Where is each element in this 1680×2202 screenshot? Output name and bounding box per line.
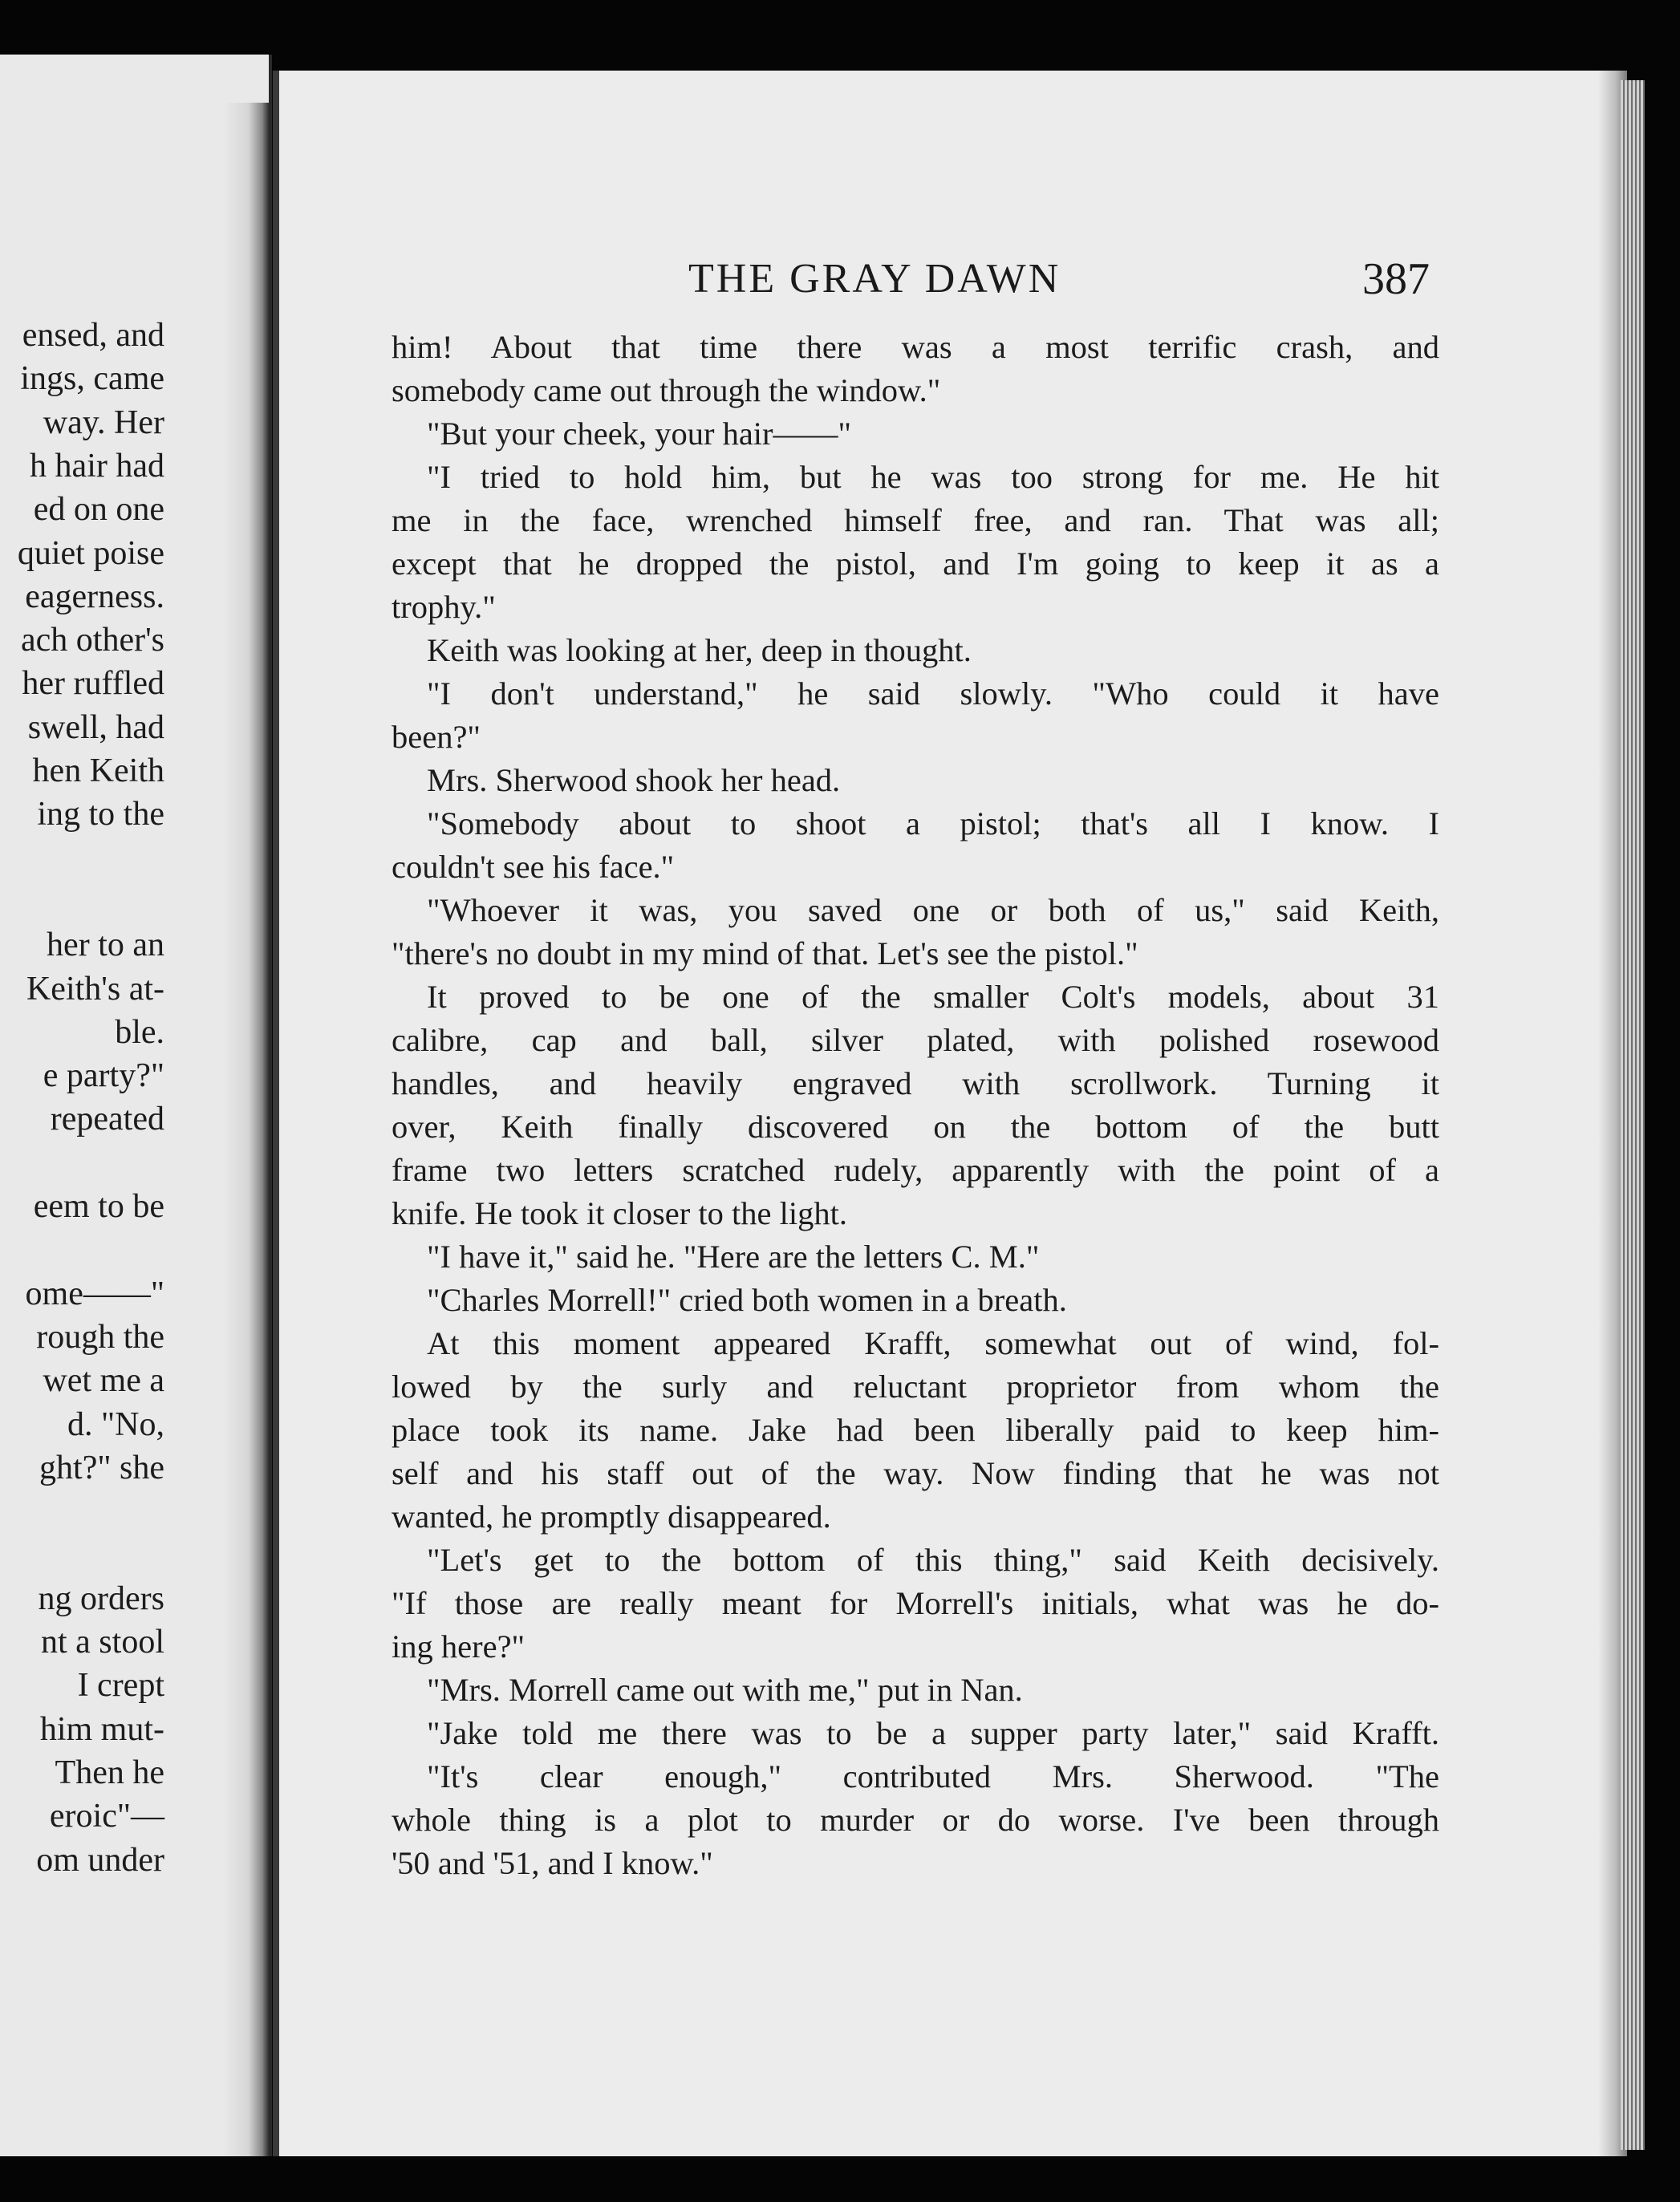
text-line: knife. He took it closer to the light. — [392, 1195, 848, 1231]
left-page-line: him mut- — [39, 1710, 164, 1748]
left-page-line: ensed, and — [22, 317, 164, 354]
text-line: handles, and heavily engraved with scrollwork. Turning it — [392, 1065, 1439, 1101]
left-page-line: way. Her — [43, 403, 164, 441]
left-page-line: repeated — [50, 1101, 164, 1138]
text-line: '50 and '51, and I know." — [392, 1845, 713, 1881]
text-line: "Let's get to the bottom of this thing," said Keith decisively. — [427, 1542, 1439, 1578]
text-line: place took its name. Jake had been liberally paid to keep him- — [392, 1412, 1439, 1448]
left-page-line: Then he — [55, 1754, 164, 1791]
left-page-line: nt a stool — [41, 1624, 164, 1661]
page-number: 387 — [1362, 254, 1430, 304]
text-line: him! About that time there was a most terrific crash, and — [392, 329, 1439, 365]
left-page-line: quiet poise — [17, 534, 164, 572]
left-page-line: hen Keith — [32, 752, 164, 789]
text-line: over, Keith finally discovered on the bottom of the butt — [392, 1109, 1439, 1145]
left-page-line: ing to the — [37, 796, 164, 833]
text-line: Keith was looking at her, deep in thought. — [427, 632, 972, 668]
text-line: It proved to be one of the smaller Colt's models, about 31 — [427, 979, 1439, 1015]
left-page-line: rough the — [36, 1318, 164, 1356]
running-head: THE GRAY DAWN — [688, 256, 1061, 302]
left-page-line: d. "No, — [67, 1405, 164, 1443]
left-page-line: swell, had — [27, 708, 164, 746]
text-line: calibre, cap and ball, silver plated, with polished rosewood — [392, 1022, 1439, 1058]
text-line: At this moment appeared Krafft, somewhat out of wind, fol- — [427, 1325, 1439, 1361]
left-page-line: ach other's — [21, 622, 164, 659]
text-line: "Jake told me there was to be a supper party later," said Krafft. — [427, 1715, 1439, 1751]
left-page-line: eem to be — [33, 1188, 164, 1225]
text-line: whole thing is a plot to murder or do worse. I've been through — [392, 1802, 1439, 1838]
right-page — [273, 71, 1627, 2156]
text-line: somebody came out through the window." — [392, 372, 941, 408]
text-line: been?" — [392, 719, 481, 755]
text-line: "I have it," said he. "Here are the letters C. M." — [427, 1239, 1040, 1275]
body-text — [392, 326, 1439, 1885]
text-line: ing here?" — [392, 1628, 526, 1665]
text-line: frame two letters scratched rudely, apparently with the point of a — [392, 1152, 1439, 1188]
text-line: "But your cheek, your hair——" — [427, 416, 852, 452]
text-line: "there's no doubt in my mind of that. Let's see the pistol." — [392, 935, 1138, 971]
text-line: "If those are really meant for Morrell's initials, what was he do- — [392, 1585, 1439, 1621]
left-page-line: ght?" she — [39, 1449, 164, 1486]
text-line: "It's clear enough," contributed Mrs. Sherwood. "The — [427, 1758, 1439, 1794]
left-page-line: ble. — [115, 1013, 164, 1051]
page-stack-edge — [1621, 80, 1645, 2150]
left-page-line: her to an — [47, 927, 164, 964]
text-line: "I don't understand," he said slowly. "Who could it have — [427, 675, 1439, 712]
left-page-line: her ruffled — [22, 665, 164, 703]
text-line: "I tried to hold him, but he was too strong for me. He hit — [427, 459, 1439, 495]
text-line: wanted, he promptly disappeared. — [392, 1498, 831, 1535]
left-page-line: h hair had — [30, 447, 164, 485]
left-page — [0, 55, 272, 2156]
left-page-line: eroic"— — [49, 1798, 164, 1835]
text-line: lowed by the surly and reluctant proprietor from whom the — [392, 1369, 1439, 1405]
left-page-line: ng orders — [38, 1580, 164, 1617]
left-page-line: wet me a — [43, 1362, 164, 1400]
text-line: "Mrs. Morrell came out with me," put in Nan. — [427, 1672, 1023, 1708]
left-page-line: ome——" — [25, 1275, 164, 1312]
text-line: except that he dropped the pistol, and I'm going to keep it as a — [392, 545, 1439, 582]
text-line: trophy." — [392, 589, 496, 625]
text-line: couldn't see his face." — [392, 849, 675, 885]
left-page-line: e party?" — [43, 1057, 164, 1095]
text-line: self and his staff out of the way. Now finding that he was not — [392, 1455, 1439, 1491]
text-line: Mrs. Sherwood shook her head. — [427, 762, 841, 798]
text-line: "Whoever it was, you saved one or both of us," said Keith, — [427, 892, 1439, 928]
left-page-line: ings, came — [20, 360, 164, 398]
left-page-line: om under — [36, 1841, 164, 1879]
left-page-line: Keith's at- — [26, 970, 164, 1008]
text-line: "Charles Morrell!" cried both women in a breath. — [427, 1282, 1067, 1318]
left-page-line: eagerness. — [25, 578, 164, 615]
left-page-line: ed on one — [33, 491, 164, 529]
text-line: "Somebody about to shoot a pistol; that's all I know. I — [427, 805, 1439, 841]
text-line: me in the face, wrenched himself free, and ran. That was all; — [392, 502, 1439, 538]
left-page-gutter — [223, 103, 269, 2156]
left-page-line: I crept — [77, 1667, 164, 1705]
